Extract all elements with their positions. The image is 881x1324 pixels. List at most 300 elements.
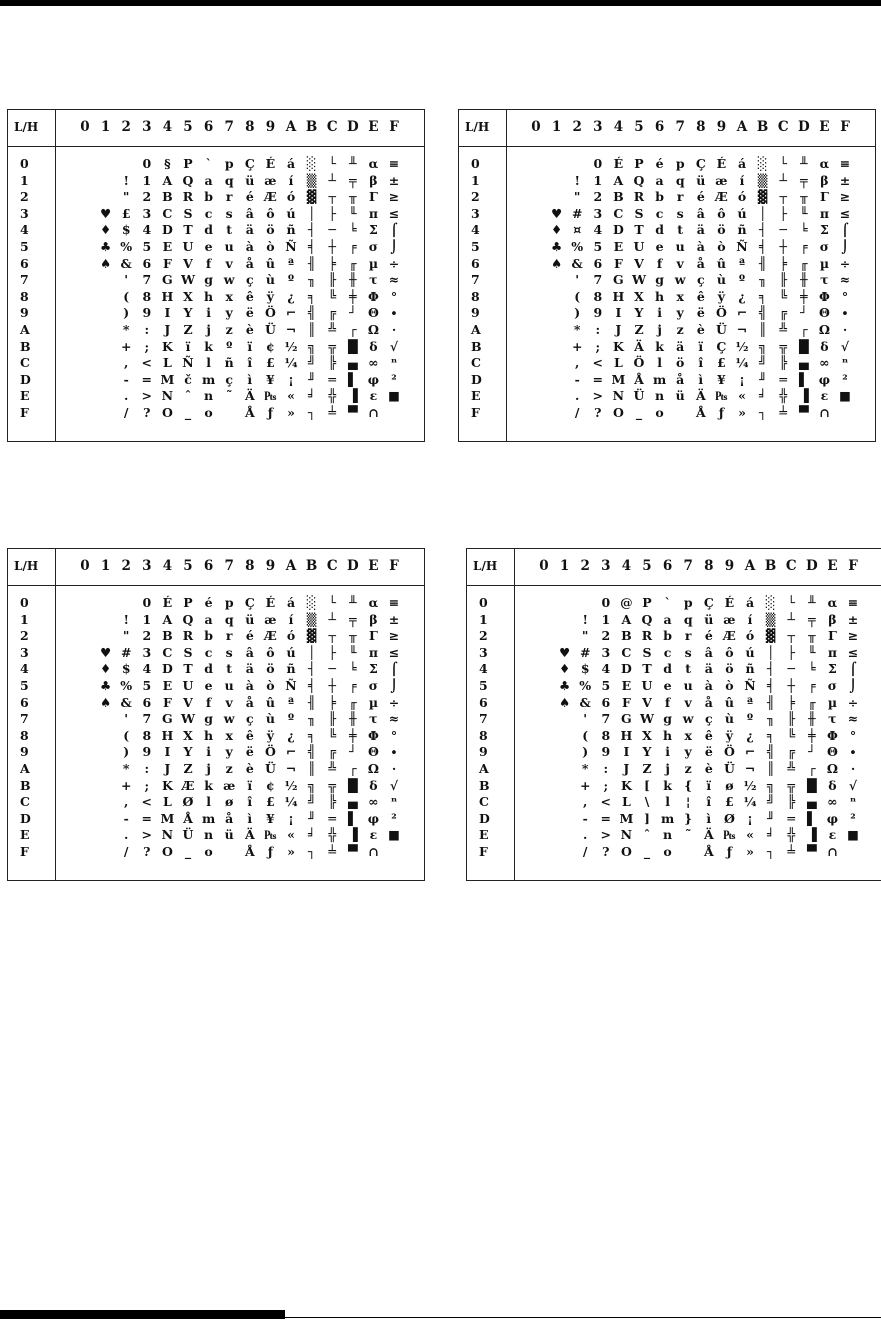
glyph-cell: Ö [264, 305, 276, 321]
glyph-cell: ¥ [266, 810, 275, 826]
glyph-cell: å [245, 255, 254, 271]
glyph-cell: » [287, 844, 295, 859]
column-header: 0 [539, 558, 549, 574]
glyph-cell: ¡ [747, 810, 753, 826]
glyph-cell: ) [582, 744, 589, 760]
glyph-cell: z [225, 322, 233, 337]
glyph-cell: č [184, 371, 192, 387]
glyph-cell: Ñ [285, 678, 297, 693]
glyph-cell: ┤ [758, 222, 767, 238]
glyph-cell: ■ [847, 827, 859, 843]
glyph-cell: ╨ [349, 595, 357, 610]
glyph-cell: ! [574, 172, 580, 188]
glyph-cell: É [162, 595, 173, 610]
glyph-cell: Æ [263, 189, 277, 205]
row-header: D [471, 371, 482, 387]
glyph-cell: t [226, 661, 233, 677]
glyph-cell: ¬ [736, 322, 748, 337]
glyph-cell: π [827, 644, 837, 660]
glyph-cell: ╙ [800, 205, 808, 221]
glyph-cell: ≡ [388, 156, 400, 171]
glyph-cell: 5 [601, 678, 611, 693]
glyph-cell: T [183, 222, 193, 238]
glyph-cell: ╟ [328, 711, 336, 727]
glyph-cell: R [641, 628, 653, 644]
glyph-cell: j [206, 322, 211, 337]
glyph-cell: ε [820, 388, 829, 404]
row-header: B [20, 777, 31, 793]
glyph-cell: ≥ [839, 189, 851, 205]
glyph-cell: y [225, 744, 233, 760]
column-header: 9 [724, 558, 735, 574]
glyph-cell: δ [820, 338, 829, 354]
glyph-cell: Y [183, 305, 193, 321]
glyph-cell: └ [328, 595, 336, 610]
glyph-cell: . [124, 827, 129, 843]
column-header: B [305, 119, 318, 135]
glyph-cell: ÿ [266, 288, 275, 304]
glyph-cell: ╕ [307, 727, 316, 743]
glyph-cell: S [634, 205, 644, 221]
glyph-cell: k [204, 338, 213, 354]
code-page-table-2 [458, 109, 876, 442]
glyph-cell: T [642, 661, 652, 677]
glyph-cell: ! [123, 611, 129, 627]
glyph-cell: ▒ [306, 172, 317, 188]
row-header: A [20, 322, 30, 337]
glyph-cell: O [620, 844, 632, 859]
glyph-cell: ♦ [550, 222, 563, 238]
glyph-cell: ÿ [717, 288, 726, 304]
row-header: D [479, 810, 490, 826]
glyph-cell: ╧ [779, 405, 787, 420]
glyph-cell: > [600, 827, 612, 843]
glyph-cell: ┬ [328, 189, 336, 205]
glyph-cell: ╤ [349, 172, 357, 188]
glyph-cell: £ [717, 355, 726, 371]
glyph-cell: j [206, 761, 211, 776]
glyph-cell: ╩ [328, 322, 336, 337]
glyph-cell: ⁿ [390, 355, 398, 371]
glyph-cell: ♠ [550, 255, 563, 271]
glyph-cell: ╓ [349, 255, 357, 271]
glyph-cell: C [162, 644, 173, 660]
glyph-cell: ë [245, 744, 254, 760]
glyph-cell: ╚ [328, 288, 336, 304]
glyph-cell: ≈ [388, 272, 400, 288]
glyph-cell: ♥ [99, 644, 112, 660]
glyph-cell: ┌ [800, 322, 808, 337]
glyph-cell: α [827, 595, 838, 610]
glyph-cell: ╫ [800, 272, 808, 288]
glyph-cell: É [716, 156, 727, 171]
column-header: E [819, 119, 830, 135]
glyph-cell: ╛ [758, 388, 767, 404]
glyph-cell: > [141, 388, 153, 404]
glyph-cell: σ [827, 678, 837, 693]
row-header: 9 [20, 305, 29, 321]
glyph-cell: ä [704, 661, 713, 677]
glyph-cell: ë [696, 305, 705, 321]
glyph-cell: í [747, 611, 753, 627]
column-header: 9 [265, 119, 276, 135]
glyph-cell: ä [696, 222, 705, 238]
row-header: 3 [471, 205, 480, 221]
column-header: 2 [121, 119, 131, 135]
glyph-cell: ë [245, 305, 254, 321]
glyph-cell: √ [389, 338, 399, 354]
glyph-cell: ╖ [758, 272, 767, 288]
glyph-cell: ┼ [779, 239, 787, 254]
row-header: 0 [20, 595, 29, 610]
glyph-cell: Ü [264, 761, 276, 776]
glyph-cell: ▓ [306, 189, 317, 205]
glyph-cell: ╢ [307, 694, 316, 710]
glyph-cell: Θ [818, 305, 830, 321]
glyph-cell: B [613, 189, 624, 205]
glyph-cell: ⌡ [841, 239, 849, 254]
glyph-cell: F [162, 694, 172, 710]
glyph-cell: ÿ [266, 727, 275, 743]
glyph-cell: æ [715, 172, 728, 188]
glyph-cell: Ü [182, 827, 194, 843]
glyph-cell: K [161, 777, 173, 793]
glyph-cell: ² [391, 371, 397, 387]
glyph-cell: d [204, 222, 213, 238]
glyph-cell: ║ [307, 761, 316, 776]
glyph-cell: ┘ [800, 305, 808, 321]
glyph-cell: M [160, 810, 175, 826]
bottom-rule [0, 1310, 285, 1319]
glyph-cell: ε [828, 827, 837, 843]
glyph-cell: w [682, 711, 694, 727]
code-page-table-3 [7, 548, 425, 881]
glyph-cell: ╔ [328, 744, 336, 760]
glyph-cell: x [225, 288, 233, 304]
glyph-cell: ▌ [347, 810, 358, 826]
glyph-cell: a [655, 172, 664, 188]
glyph-cell: e [204, 239, 213, 254]
glyph-cell: σ [368, 239, 378, 254]
glyph-cell: ═ [328, 810, 336, 826]
column-header: D [346, 119, 359, 135]
glyph-cell: ╩ [787, 761, 795, 776]
glyph-cell: ò [717, 239, 726, 254]
glyph-cell: / [582, 844, 588, 859]
glyph-cell: µ [819, 255, 829, 271]
glyph-cell: ▄ [806, 794, 817, 810]
glyph-cell: τ [369, 272, 378, 288]
glyph-cell: o [204, 844, 213, 859]
glyph-cell: ñ [224, 355, 234, 371]
glyph-cell: ╡ [766, 678, 775, 693]
glyph-cell: ø [725, 777, 734, 793]
glyph-cell: V [183, 255, 193, 271]
column-header: 7 [224, 558, 234, 574]
glyph-cell: ü [704, 611, 714, 627]
row-header: 4 [471, 222, 480, 238]
glyph-cell: B [162, 189, 173, 205]
glyph-cell: φ [367, 810, 380, 826]
glyph-cell: ₧ [723, 827, 736, 843]
glyph-cell: δ [828, 777, 837, 793]
glyph-cell: ô [717, 205, 726, 221]
glyph-cell: ╠ [787, 794, 795, 810]
glyph-cell: g [204, 272, 213, 288]
glyph-cell: R [182, 628, 194, 644]
glyph-cell: σ [819, 239, 829, 254]
glyph-cell: µ [368, 255, 378, 271]
glyph-cell: ╥ [349, 189, 357, 205]
glyph-cell: ♣ [99, 239, 112, 254]
glyph-cell: [ [644, 777, 650, 793]
glyph-cell: Ä [244, 827, 255, 843]
glyph-cell: ± [847, 611, 859, 627]
row-header: 1 [20, 172, 29, 188]
glyph-cell: £ [266, 355, 275, 371]
glyph-cell: n [655, 388, 665, 404]
glyph-cell: J [615, 322, 622, 337]
glyph-cell: ú [745, 644, 755, 660]
glyph-cell: ┬ [787, 628, 795, 644]
label-divider [514, 549, 515, 880]
glyph-cell: 1 [601, 611, 611, 627]
glyph-cell: ╥ [349, 628, 357, 644]
row-header: 7 [471, 272, 480, 288]
glyph-cell: ç [225, 371, 233, 387]
glyph-cell: å [225, 810, 234, 826]
glyph-cell: 3 [593, 205, 603, 221]
glyph-cell: ` [205, 156, 212, 171]
glyph-cell: ▌ [798, 371, 809, 387]
glyph-cell: í [739, 172, 745, 188]
glyph-cell: é [696, 189, 705, 205]
glyph-cell: " [122, 189, 130, 205]
glyph-cell: ƒ [726, 844, 733, 859]
row-header: 8 [471, 288, 480, 304]
glyph-cell: ¼ [735, 355, 749, 371]
glyph-cell: ■ [839, 388, 851, 404]
glyph-cell: â [704, 644, 713, 660]
glyph-cell: å [704, 694, 713, 710]
glyph-cell: ò [266, 239, 275, 254]
glyph-cell: │ [766, 644, 775, 660]
glyph-cell: $ [580, 661, 590, 677]
glyph-cell: ½ [743, 777, 757, 793]
glyph-cell: ÷ [388, 255, 400, 271]
glyph-cell: e [204, 678, 213, 693]
glyph-cell: i [206, 305, 211, 321]
glyph-cell: w [223, 711, 235, 727]
glyph-cell: ╔ [779, 305, 787, 321]
glyph-cell: ╨ [808, 595, 816, 610]
glyph-cell: ∩ [368, 844, 379, 859]
glyph-cell: Å [695, 405, 706, 420]
glyph-cell: ╬ [787, 827, 795, 843]
glyph-cell: ╬ [328, 827, 336, 843]
glyph-cell: # [120, 644, 132, 660]
column-header: 2 [121, 558, 131, 574]
glyph-cell: │ [307, 205, 316, 221]
glyph-cell: O [161, 405, 173, 420]
glyph-cell: " [122, 628, 130, 644]
glyph-cell: > [141, 827, 153, 843]
glyph-cell: ∙ [841, 305, 849, 321]
glyph-cell: ⌐ [285, 305, 297, 321]
glyph-cell: ╣ [307, 305, 316, 321]
glyph-cell: D [161, 222, 173, 238]
glyph-cell: l [657, 355, 662, 371]
glyph-cell: d [655, 222, 664, 238]
glyph-cell: o [655, 405, 664, 420]
glyph-cell: M [611, 371, 626, 387]
glyph-cell: V [634, 255, 644, 271]
glyph-cell: á [286, 156, 296, 171]
glyph-cell: 7 [142, 711, 152, 727]
glyph-cell: * [122, 761, 130, 776]
glyph-cell: É [265, 156, 276, 171]
glyph-cell: ╒ [349, 239, 357, 254]
glyph-cell: ╩ [779, 322, 787, 337]
glyph-cell: ≥ [388, 628, 400, 644]
glyph-cell: = [141, 371, 153, 387]
glyph-cell: ö [266, 222, 275, 238]
glyph-cell: » [287, 405, 295, 420]
glyph-cell: δ [369, 338, 378, 354]
glyph-cell: ⌡ [390, 678, 398, 693]
glyph-cell: ╦ [328, 338, 336, 354]
glyph-cell: ╥ [808, 628, 816, 644]
glyph-cell: d [204, 661, 213, 677]
glyph-cell: v [225, 255, 233, 271]
glyph-cell: û [265, 255, 275, 271]
glyph-cell: : [144, 761, 150, 776]
glyph-cell: ♠ [99, 694, 112, 710]
glyph-cell: s [225, 644, 233, 660]
glyph-cell: y [225, 305, 233, 321]
glyph-cell: ² [842, 371, 848, 387]
glyph-cell: : [595, 322, 601, 337]
glyph-cell: ╔ [787, 744, 795, 760]
glyph-cell: 4 [142, 222, 152, 238]
glyph-cell: c [663, 644, 672, 660]
column-header: 5 [183, 558, 193, 574]
glyph-cell: ¿ [287, 288, 295, 304]
glyph-cell: ╢ [307, 255, 316, 271]
row-header: A [471, 322, 481, 337]
glyph-cell: ╞ [779, 255, 787, 271]
glyph-cell: é [655, 156, 664, 171]
glyph-cell: á [286, 595, 296, 610]
glyph-cell: ├ [328, 644, 336, 660]
glyph-cell: π [368, 644, 378, 660]
column-header: A [744, 558, 756, 574]
glyph-cell: é [204, 595, 213, 610]
row-header: 6 [479, 694, 488, 710]
glyph-cell: v [676, 255, 684, 271]
glyph-cell: w [674, 272, 686, 288]
glyph-cell: % [579, 678, 592, 693]
glyph-cell: s [225, 205, 233, 221]
glyph-cell: z [225, 761, 233, 776]
glyph-cell: ∙ [849, 744, 857, 760]
glyph-cell: º [738, 272, 746, 288]
column-header: 8 [245, 119, 255, 135]
glyph-cell: ( [123, 288, 130, 304]
glyph-cell: └ [787, 595, 795, 610]
glyph-cell: ╝ [307, 355, 316, 371]
glyph-cell: 2 [142, 628, 152, 644]
glyph-cell: Æ [714, 189, 728, 205]
glyph-cell: ╕ [766, 727, 775, 743]
column-header: 3 [142, 119, 152, 135]
column-header: 1 [100, 558, 111, 574]
glyph-cell: á [737, 156, 747, 171]
glyph-cell: P [634, 156, 644, 171]
glyph-cell: u [675, 239, 685, 254]
row-header: 2 [20, 628, 29, 644]
glyph-cell: 4 [142, 661, 152, 677]
glyph-cell: Z [634, 322, 644, 337]
glyph-cell: 7 [601, 711, 611, 727]
glyph-cell: y [676, 305, 684, 321]
glyph-cell: ¼ [284, 794, 298, 810]
glyph-cell: 6 [142, 255, 152, 271]
glyph-cell: ╜ [307, 371, 316, 387]
glyph-cell: q [683, 611, 693, 627]
glyph-cell: ╨ [800, 156, 808, 171]
glyph-cell: _ [184, 405, 192, 420]
glyph-cell: ù [724, 711, 734, 727]
glyph-cell: s [684, 644, 692, 660]
glyph-cell: r [225, 628, 233, 644]
glyph-cell: ! [582, 611, 588, 627]
column-header: 6 [654, 119, 665, 135]
glyph-cell: Æ [263, 628, 277, 644]
glyph-cell: ≤ [388, 644, 400, 660]
glyph-cell: I [615, 305, 622, 321]
glyph-cell: k [655, 338, 664, 354]
glyph-cell: ₧ [715, 388, 728, 404]
glyph-cell: 8 [593, 288, 603, 304]
glyph-cell: é [245, 628, 254, 644]
glyph-cell: Ñ [736, 239, 748, 254]
glyph-cell: n [663, 827, 673, 843]
glyph-cell: ⌐ [744, 744, 756, 760]
glyph-cell: ° [841, 288, 849, 304]
glyph-cell: Z [183, 322, 193, 337]
glyph-cell: ƒ [267, 405, 274, 420]
glyph-cell: ¿ [287, 727, 295, 743]
glyph-cell: Σ [827, 661, 837, 677]
glyph-cell: ì [247, 371, 253, 387]
glyph-cell: 5 [142, 239, 152, 254]
glyph-cell: _ [643, 844, 651, 859]
glyph-cell: ÷ [847, 694, 859, 710]
glyph-cell: J [164, 322, 171, 337]
label-divider [55, 110, 56, 441]
glyph-cell: ▀ [806, 844, 817, 859]
glyph-cell: B [621, 628, 632, 644]
glyph-cell: Q [182, 611, 194, 627]
glyph-cell: ┬ [328, 628, 336, 644]
glyph-cell: ; [603, 777, 609, 793]
glyph-cell: â [245, 644, 254, 660]
glyph-cell: ▓ [757, 189, 768, 205]
glyph-cell: ╕ [758, 288, 767, 304]
glyph-cell: ╧ [328, 844, 336, 859]
glyph-cell: Ω [367, 322, 379, 337]
